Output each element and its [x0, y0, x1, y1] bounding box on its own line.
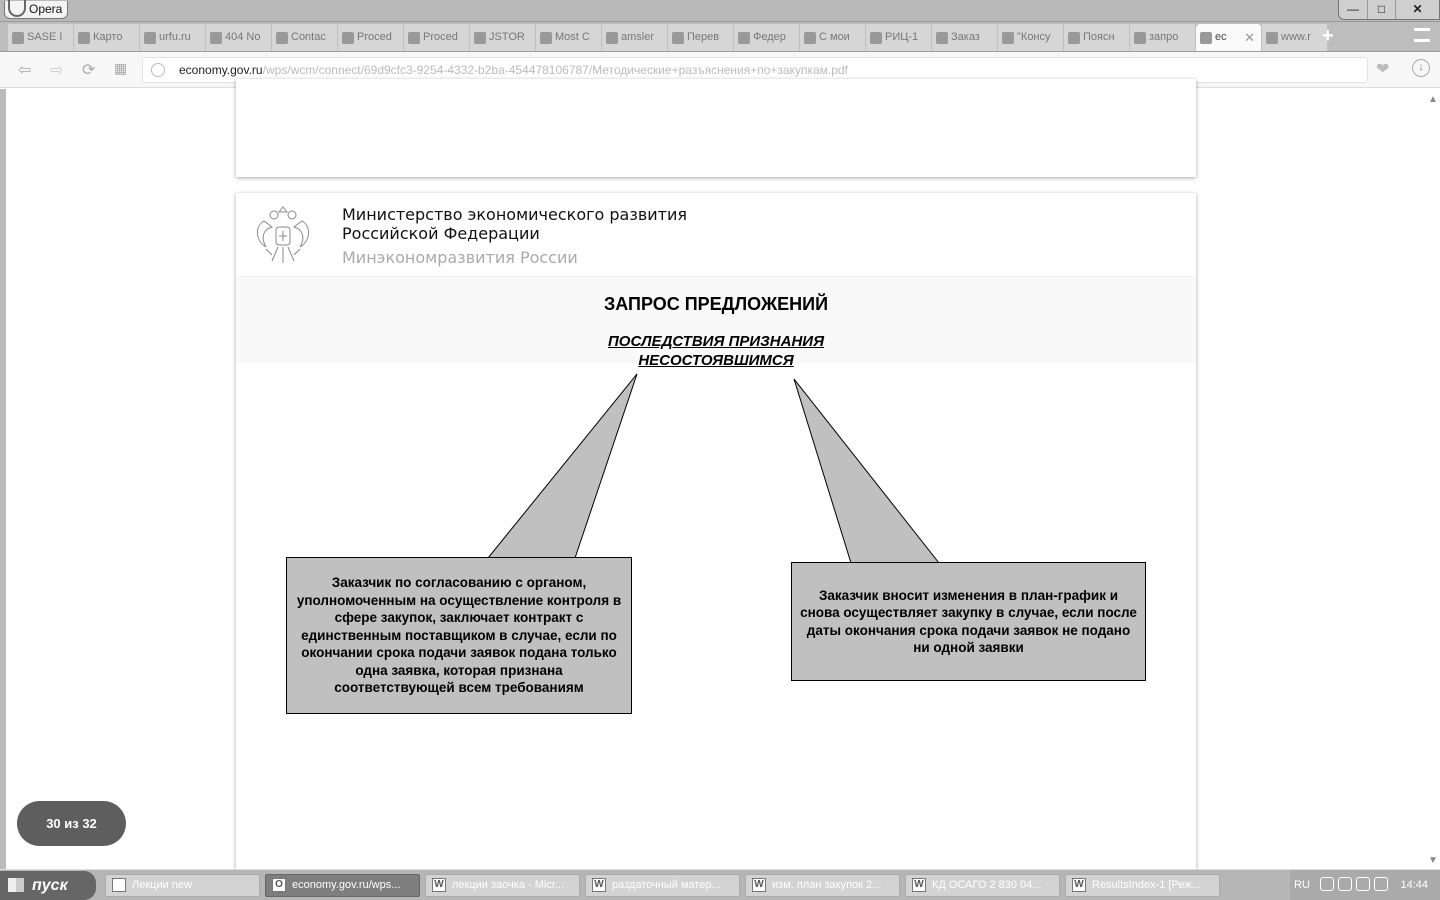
right-callout-pointer	[794, 379, 939, 563]
tab-label: Федер	[753, 31, 786, 43]
tab-label: запро	[1149, 31, 1179, 43]
left-callout-pointer	[488, 374, 637, 558]
tab-label: amsler	[621, 31, 655, 43]
reload-button[interactable]: ⟳	[82, 62, 96, 79]
document-icon	[1266, 32, 1278, 44]
tab-2[interactable]	[140, 24, 206, 51]
scroll-up-icon[interactable]: ▲	[1428, 94, 1438, 105]
word-icon: W	[432, 878, 446, 892]
taskbar-item-label: economy.gov.ru/wps...	[292, 879, 401, 891]
slide-title: ЗАПРОС ПРЕДЛОЖЕНИЙ	[603, 294, 829, 314]
word-icon: W	[752, 878, 766, 892]
taskbar-item[interactable]	[425, 874, 580, 897]
speed-dial-button[interactable]: ▦	[114, 60, 128, 76]
app-name: Opera	[29, 2, 63, 16]
tab-menu-button[interactable]	[1414, 28, 1430, 42]
callout-left-text: Заказчик по согласованию с органом, уполномоченным на осуществление контроля в сфере закупок, заключает контракт с единственным поставщиком в случае, если по окончании срока подачи заявок подана только одна заявка, которая признана соответствующей всем требованиям	[296, 575, 622, 696]
maximize-button[interactable]: □	[1367, 0, 1395, 19]
language-indicator[interactable]: RU	[1294, 879, 1310, 891]
bluetooth-icon[interactable]	[1356, 877, 1370, 891]
taskbar-item-label: раздаточный матер...	[612, 879, 721, 891]
tab-label: Contac	[291, 31, 326, 43]
ric-icon	[870, 32, 882, 44]
amsler-icon	[606, 32, 618, 44]
tab-label: Карто	[93, 31, 123, 43]
url-path: /wps/wcm/connect/69d9cfc3-9254-4332-b2ba-454478106787/Методические+разъяснения+по+закупкам.pdf	[262, 63, 848, 77]
tab-label: Поясн	[1083, 31, 1115, 43]
translate-icon	[672, 32, 684, 44]
tab-label: ec	[1215, 31, 1227, 43]
tab-15[interactable]	[998, 24, 1064, 51]
system-tray	[1290, 870, 1440, 900]
start-label: пуск	[32, 877, 68, 894]
yandex-icon	[1134, 32, 1146, 44]
tab-label: Перев	[687, 31, 720, 43]
tab-0[interactable]	[8, 24, 74, 51]
tab-10[interactable]	[668, 24, 734, 51]
taskbar-item[interactable]	[265, 874, 420, 897]
pdf-page-current	[236, 193, 1196, 893]
jstor-icon	[474, 32, 486, 44]
taskbar	[0, 869, 1440, 900]
tab-label: С мои	[819, 31, 850, 43]
sd-icon	[342, 32, 354, 44]
document-icon	[276, 32, 288, 44]
org-name-line-2: Российской Федерации	[342, 224, 540, 243]
pdf-page-previous	[236, 79, 1196, 177]
opera-logo-icon	[8, 0, 26, 17]
minimize-button[interactable]: —	[1347, 2, 1359, 16]
emblem-icon	[1200, 32, 1212, 44]
emblem-icon	[936, 32, 948, 44]
tab-label: SASE I	[27, 31, 63, 43]
network-icon[interactable]	[1338, 877, 1352, 891]
tab-9[interactable]	[602, 24, 668, 51]
org-name-line-1: Министерство экономического развития	[342, 205, 688, 224]
taskbar-item-label: изм. план закупок 2...	[772, 879, 882, 891]
windows-logo-icon	[8, 878, 24, 892]
tab-label: www.r	[1281, 31, 1311, 43]
taskbar-item[interactable]	[585, 874, 740, 897]
clock: 14:44	[1400, 879, 1428, 891]
tab-label: "Консу	[1017, 31, 1051, 43]
new-tab-button[interactable]: +	[1322, 25, 1334, 47]
tray-icons	[1320, 877, 1388, 891]
callout-left	[286, 557, 632, 714]
tab-14[interactable]	[932, 24, 998, 51]
tab-label: Proced	[357, 31, 392, 43]
blank-icon	[210, 32, 222, 44]
display-icon[interactable]	[1374, 877, 1388, 891]
callout-pointers	[236, 193, 1196, 893]
pdf-viewer	[0, 89, 1440, 869]
taskbar-item[interactable]	[745, 874, 900, 897]
tab-bar	[0, 22, 1440, 52]
page-counter: 30 из 32	[17, 801, 126, 846]
e-icon	[540, 32, 552, 44]
tab-label: РИЦ-1	[885, 31, 919, 43]
tab-5[interactable]	[338, 24, 404, 51]
slide-subtitle-line-2: НЕСОСТОЯВШИМСЯ	[638, 352, 794, 369]
download-icon[interactable]: ↓	[1412, 59, 1430, 77]
e-icon	[408, 32, 420, 44]
pin-icon	[1068, 32, 1080, 44]
urfu-icon	[144, 32, 156, 44]
opera-icon: O	[272, 878, 286, 892]
tab-12[interactable]	[800, 24, 866, 51]
window-controls	[1338, 0, 1440, 20]
leaf-icon	[804, 32, 816, 44]
start-button[interactable]	[0, 871, 96, 900]
bookmark-heart-icon[interactable]: ❤	[1376, 61, 1390, 78]
taskbar-item[interactable]	[905, 874, 1060, 897]
taskbar-item-label: КД ОСАГО 2 830 04...	[932, 879, 1042, 891]
tab-11[interactable]	[734, 24, 800, 51]
taskbar-item[interactable]	[1065, 874, 1220, 897]
title-bar	[0, 0, 1440, 22]
site-info-icon[interactable]	[151, 63, 165, 77]
url-text[interactable]	[179, 63, 848, 77]
tab-17[interactable]	[1130, 24, 1196, 51]
scroll-down-icon[interactable]: ▼	[1428, 855, 1438, 866]
tab-1[interactable]	[74, 24, 140, 51]
tab-label: 404 No	[225, 31, 261, 43]
tab-label: Заказ	[951, 31, 980, 43]
folder-icon	[112, 878, 126, 892]
taskbar-item-label: Лекции new	[132, 879, 192, 891]
sase-icon	[12, 32, 24, 44]
slide-subtitle-line-1: ПОСЛЕДСТВИЯ ПРИЗНАНИЯ	[607, 333, 825, 350]
word-icon: W	[912, 878, 926, 892]
tab-3[interactable]	[206, 24, 272, 51]
word-icon: W	[592, 878, 606, 892]
tab-strip	[8, 24, 1328, 51]
consultant-icon	[1002, 32, 1014, 44]
forward-button[interactable]: ⇨	[50, 62, 64, 79]
tab-16[interactable]	[1064, 24, 1130, 51]
consultant-icon	[738, 32, 750, 44]
tab-19[interactable]	[1262, 24, 1328, 51]
taskbar-item-label: ResultsIndex-1 [Реж...	[1092, 879, 1201, 891]
url-domain: economy.gov.ru	[179, 63, 263, 77]
tab-label: urfu.ru	[159, 31, 191, 43]
tab-8[interactable]	[536, 24, 602, 51]
close-tab-icon[interactable]: ✕	[1244, 30, 1255, 45]
close-button[interactable]: ✕	[1395, 0, 1439, 19]
tab-label: JSTOR	[489, 31, 525, 43]
callout-right	[791, 562, 1146, 681]
emblem-icon	[78, 32, 90, 44]
opera-menu-button[interactable]	[4, 1, 68, 19]
tab-4[interactable]	[272, 24, 338, 51]
tab-label: Most C	[555, 31, 590, 43]
tab-6[interactable]	[404, 24, 470, 51]
word-icon: W	[1072, 878, 1086, 892]
back-button[interactable]: ⇦	[18, 62, 32, 79]
tray-expand-icon[interactable]	[1320, 877, 1334, 891]
taskbar-item[interactable]	[105, 874, 260, 897]
organization-short-name: Минэкономразвития России	[342, 248, 578, 267]
tab-18[interactable]	[1196, 24, 1262, 51]
tab-7[interactable]	[470, 24, 536, 51]
callout-right-text: Заказчик вносит изменения в план-график и снова осуществляет закупку в случае, если после даты окончания срока подачи заявок не подано ни одной заявки	[800, 587, 1137, 655]
tab-13[interactable]	[866, 24, 932, 51]
taskbar-item-label: лекции заочка - Micr...	[452, 879, 565, 891]
tab-label: Proced	[423, 31, 458, 43]
